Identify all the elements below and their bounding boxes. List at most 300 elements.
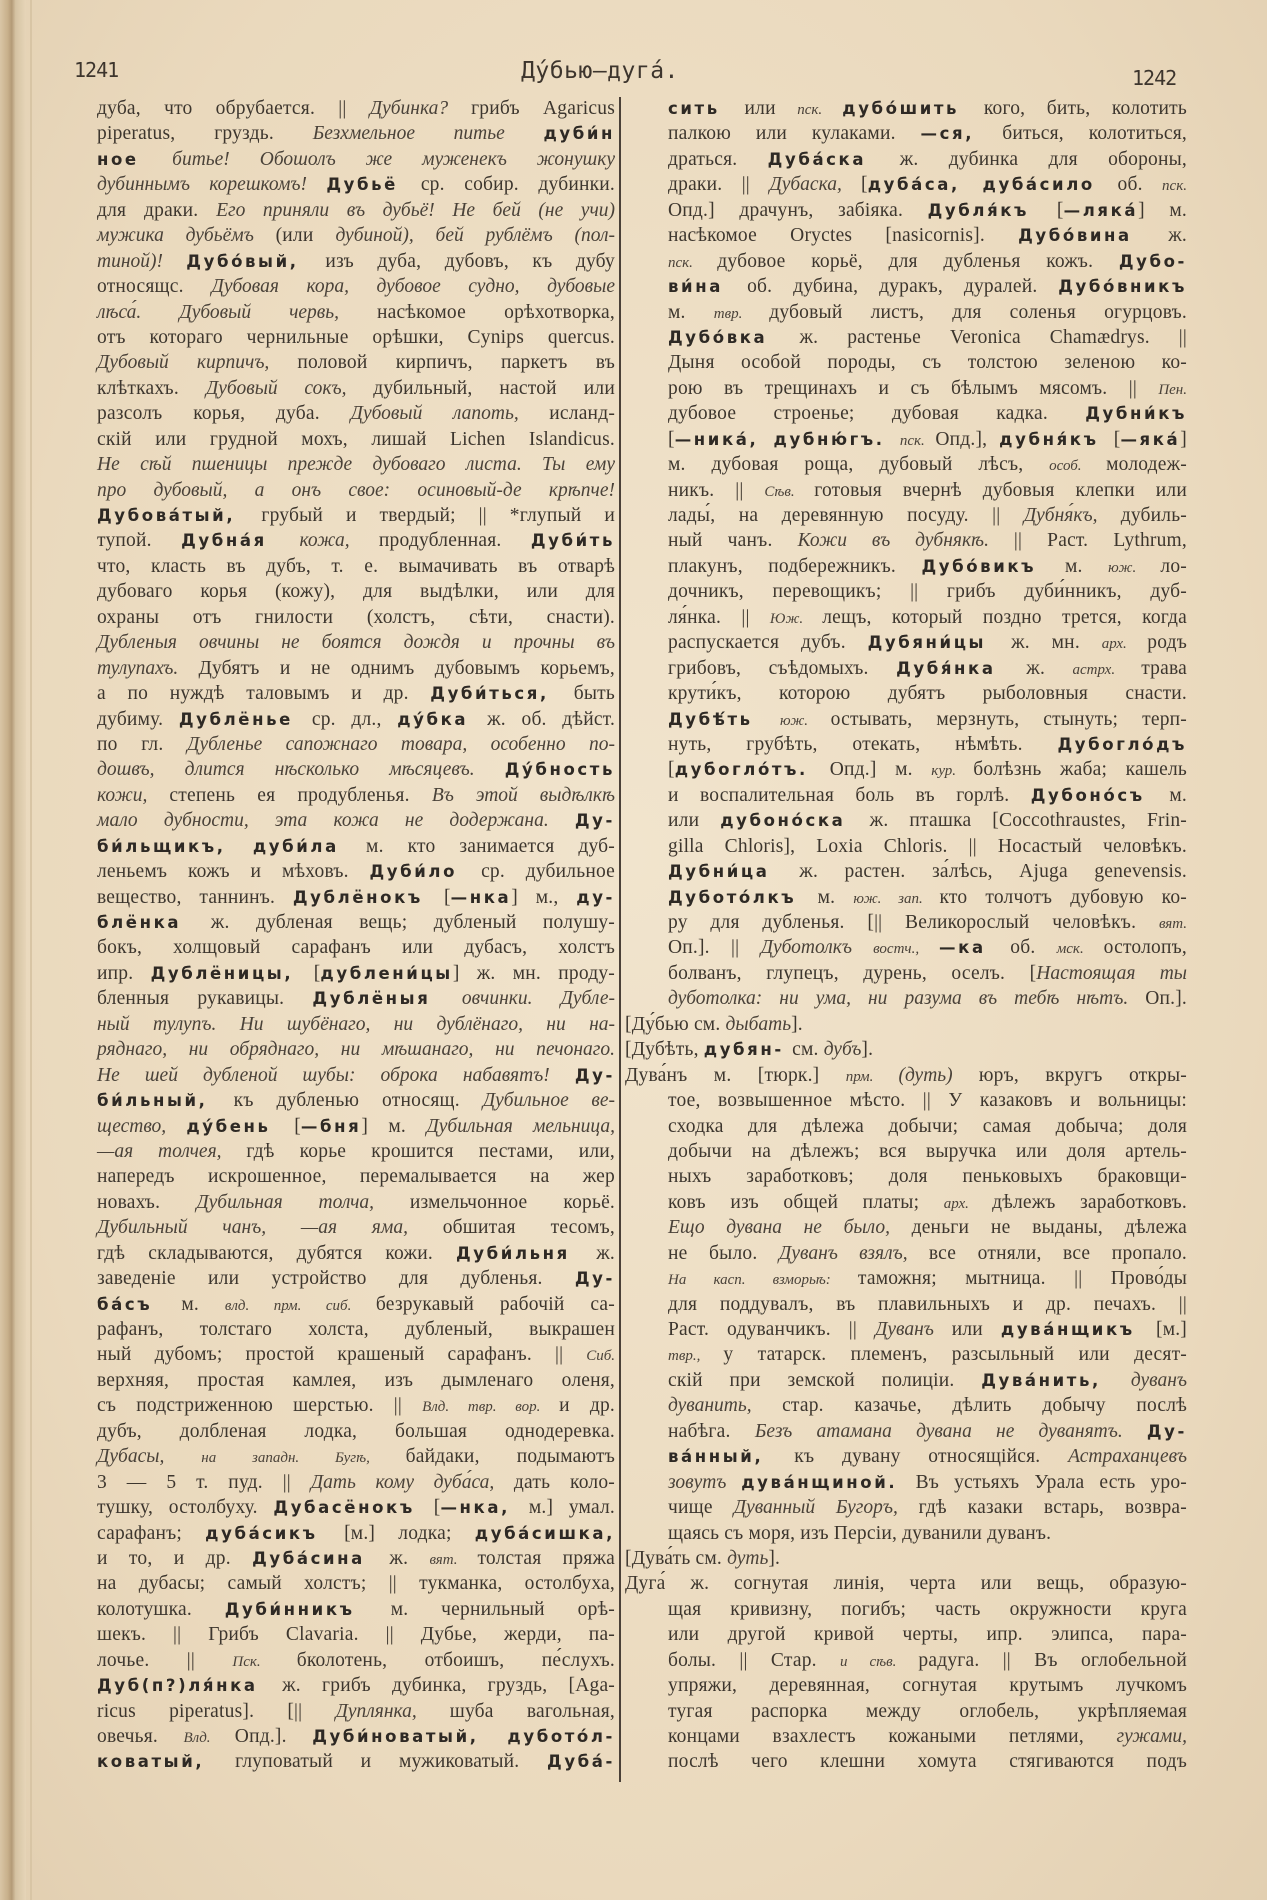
definition-text: ]. [791, 1013, 803, 1035]
definition-text: болы. || Стар. [668, 1649, 841, 1671]
definition-text: напередъ искрошенное, перемалывается на жер [97, 1166, 615, 1188]
text-line [625, 1495, 1187, 1520]
definition-text: Дубятъ и не однимъ дубовымъ корьемъ, [198, 657, 615, 679]
definition-text: все отняли, все пропало. [928, 1242, 1187, 1264]
left-column [97, 96, 615, 1775]
definition-text: а по нуждѣ таловымъ и др. [97, 683, 431, 705]
text-line [625, 1241, 1187, 1266]
text-line [97, 1215, 615, 1240]
definition-text: половой кирпичъ, паркетъ въ [297, 352, 615, 374]
definition-text: (или [275, 225, 336, 247]
headword: Дубогло́дъ [1057, 734, 1187, 754]
definition-text: грубый и твердый; || *глупый и [261, 505, 615, 526]
definition-text: деньги не выданы, дѣлежа [911, 1217, 1187, 1239]
example-text: овчинки. Дубле- [461, 988, 615, 1010]
headword: дублени́цы [320, 963, 453, 983]
definition-text: дѣлежъ заработковъ. [992, 1191, 1188, 1213]
text-line [97, 528, 615, 553]
definition-text: тугая распорка между оглобель, укрѣпляемая [668, 1700, 1187, 1722]
headword: ба́съ [97, 1294, 182, 1314]
definition-text: ] [1180, 428, 1187, 450]
text-line [625, 350, 1187, 375]
text-line [97, 1419, 615, 1444]
text-line [97, 1470, 615, 1495]
definition-text: ру для дубленья. [|| Великорослый человѣкъ. [668, 912, 1159, 933]
definition-text: таможня; мытница. || Прово́ды [857, 1268, 1187, 1290]
headword: дуби́н [543, 124, 616, 144]
definition-text: овечья. [97, 1726, 184, 1747]
region-label: пск. [668, 254, 718, 271]
example-text: мужика дубьёмъ [97, 225, 276, 247]
region-label: влд. прм. сиб. [224, 1297, 376, 1314]
text-line [625, 681, 1187, 706]
region-label: астрх. [1072, 661, 1142, 678]
text-line [97, 656, 615, 681]
example-text: Дубильный чанъ, —ая яма, [97, 1217, 443, 1239]
definition-text: || Раст. Lythrum, [1013, 530, 1187, 552]
text-line [625, 1521, 1187, 1546]
region-label: и сѣв. [840, 1653, 919, 1670]
headword: —яка́ [1120, 429, 1181, 449]
headword: ду́бень [186, 1116, 295, 1136]
text-line [97, 1699, 615, 1724]
definition-text: м. [668, 301, 714, 323]
headword: дубня́къ [999, 429, 1114, 449]
definition-text: что, класть въ дубъ, т. е. вымачивать въ отварѣ [97, 555, 615, 577]
headword: дубоно́ска [720, 811, 870, 831]
definition-text: ]. [768, 1547, 781, 1569]
text-line [97, 707, 615, 732]
headword: Дува́нить, [981, 1370, 1131, 1390]
text-line [97, 1063, 615, 1088]
text-line [625, 808, 1187, 833]
definition-text: м. [181, 1293, 225, 1315]
headword: Дубото́лкъ [668, 887, 818, 907]
definition-text: или [744, 98, 798, 119]
region-label: вят. [1158, 916, 1187, 932]
text-line [97, 834, 615, 859]
headword: Ду- [1146, 1421, 1187, 1441]
headword: дува́нщикъ [1000, 1320, 1156, 1339]
text-line [625, 1470, 1187, 1495]
column-divider [619, 97, 621, 1782]
text-line [625, 1673, 1187, 1698]
example-text: Дубовый лапоть, [350, 403, 550, 425]
text-line [97, 300, 615, 325]
definition-text: ж. [1026, 657, 1073, 679]
text-line [97, 1190, 615, 1215]
definition-text: болѣзнь жаба; кашель [973, 759, 1187, 781]
headword: —ляка́ [1063, 200, 1139, 220]
definition-text: м. дубовая роща, дубовый лѣсъ, [668, 454, 1050, 476]
definition-text: сарафанъ; [97, 1522, 206, 1544]
definition-text: кого, бить, колотить [983, 98, 1187, 119]
text-line [625, 757, 1187, 782]
headword: Дуба́ска [767, 149, 900, 169]
definition-text: трава [1141, 657, 1187, 679]
definition-text: палкою или кулаками. [668, 123, 921, 145]
example-text: Астраханцевъ [1068, 1446, 1187, 1468]
region-label: Влд. твр. вор. [422, 1399, 560, 1416]
definition-text: биться, колотиться, [1002, 123, 1187, 145]
text-line [97, 1317, 615, 1342]
definition-text: Раст. одуванчикъ. || [668, 1319, 875, 1340]
text-line [97, 401, 615, 426]
text-line [97, 503, 615, 528]
definition-text: ср. дубильное [481, 861, 615, 883]
example-text: дубъ [823, 1039, 862, 1061]
definition-text: концами взахлестъ кожаными петлями, [668, 1726, 1117, 1747]
definition-text: piperatus, груздь. [97, 123, 313, 145]
headword: Дуби́ть [530, 531, 616, 551]
text-line [625, 986, 1187, 1011]
text-line [97, 121, 615, 146]
definition-text: дуба, что обрубается. || [97, 98, 370, 119]
headword: Дуби́ться, [430, 684, 574, 704]
text-line [97, 1139, 615, 1164]
definition-text: [ [1113, 428, 1121, 450]
text-line [97, 1241, 615, 1266]
example-text: ряднаго, ни обряднаго, ни мѣшанаго, ни печонаго. [97, 1039, 615, 1061]
definition-text: шекъ. || Грибъ Clavaria. || Дубье, жерди, па- [97, 1624, 615, 1646]
text-line [97, 1546, 615, 1571]
example-text: дыбать [725, 1013, 792, 1035]
text-line [625, 1139, 1187, 1164]
text-line [625, 961, 1187, 986]
text-line [97, 147, 615, 172]
definition-text: къ дубленью относящ. [233, 1090, 483, 1112]
definition-text: относящс. [97, 276, 212, 298]
definition-text: гдѣ корье крошится пестами, или, [246, 1140, 615, 1162]
text-line [625, 198, 1187, 223]
definition-text: [м.] [1156, 1319, 1188, 1340]
definition-text: м. [817, 886, 854, 908]
definition-text: Оп.]. [1145, 988, 1187, 1010]
example-text: Дубовая кора, дубовое судно, дубовые [211, 276, 616, 298]
example-text: Настоящая ты [1036, 962, 1187, 984]
text-line [625, 605, 1187, 630]
definition-text: готовыя вчернѣ дубовыя клепки или [814, 479, 1187, 501]
definition-text: для драки. [97, 199, 217, 221]
headword: Дубни́ца [668, 862, 800, 882]
example-text: Дуванный Бугоръ, [733, 1497, 919, 1519]
definition-text: исланд- [549, 403, 616, 425]
definition-text: м. [1169, 784, 1187, 806]
definition-text: драться. [668, 148, 768, 170]
text-line [625, 401, 1187, 426]
definition-text: послѣ чего клешни хомута стягиваются подъ [668, 1751, 1187, 1773]
definition-text: об. [1010, 937, 1057, 959]
definition-text: щая кривизну, погибъ; часть окружности круга [668, 1598, 1187, 1620]
headword: Дубя́нка [896, 658, 1027, 678]
headword: Дуб(п?)ля́нка [97, 1676, 283, 1696]
definition-text: [ [313, 962, 321, 984]
definition-text: ж. [1168, 225, 1187, 247]
example-text: Дубильная мельница, [426, 1115, 615, 1137]
definition-text: ло- [1160, 555, 1187, 577]
region-label: Сиб. [586, 1348, 615, 1365]
definition-text: никъ. || [668, 479, 765, 501]
definition-text: щаясь съ моря, изъ Персіи, дуванили дуванъ. [668, 1522, 1052, 1544]
definition-text: [ [1056, 199, 1064, 221]
headword: Ду- [574, 1065, 615, 1085]
definition-text: и др. [559, 1395, 616, 1417]
headword: Дубо- [1118, 251, 1187, 271]
example-text: дуботолка: ни ума, ни разума въ тебѣ нѣтъ. [668, 988, 1146, 1010]
definition-text: обшитая тесомъ, [442, 1217, 615, 1239]
text-line [97, 249, 615, 274]
text-line [625, 427, 1187, 452]
definition-text: остолопъ, [1103, 937, 1187, 959]
definition-text: разсолъ корья, дуба. [97, 403, 351, 425]
text-line [97, 172, 615, 197]
example-text: Дубильная толча, [196, 1191, 410, 1213]
headword: Дубо́вка [668, 327, 800, 347]
text-line [97, 732, 615, 757]
text-line [97, 1393, 615, 1418]
text-line [625, 503, 1187, 528]
definition-text: добычи на дѣлежъ; вся выручка или доля артель- [668, 1140, 1187, 1162]
definition-text: дубильный, настой или [373, 377, 615, 399]
definition-text: дубовый листъ, для соленья огурцовъ. [769, 301, 1187, 323]
definition-text: чище [668, 1497, 734, 1519]
text-line [97, 1444, 615, 1469]
definition-text: [ [433, 1497, 441, 1519]
headword: дубян- [703, 1040, 793, 1060]
text-line [625, 1419, 1187, 1444]
text-line [625, 1546, 1187, 1571]
text-line [97, 783, 615, 808]
text-line [625, 554, 1187, 579]
definition-text: Опд.], [935, 428, 1000, 450]
region-label: арх. [943, 1195, 993, 1212]
example-text: Дубовый сокъ, [205, 377, 374, 399]
definition-text: дубиль- [1120, 505, 1187, 526]
definition-text: или [951, 1319, 1001, 1340]
example-text: лѣса́. Дубовый червь, [97, 301, 377, 323]
text-line [97, 1088, 615, 1113]
headword: —ника́, дубню́гъ. [674, 429, 900, 449]
headword: дува́нщиной. [741, 1472, 916, 1492]
headword: Дублёныя [312, 989, 462, 1009]
definition-text: новахъ. [97, 1191, 197, 1213]
definition-text: байдаки, подымаютъ [405, 1446, 615, 1468]
text-line [97, 961, 615, 986]
text-line [97, 1037, 615, 1062]
headword: сить [668, 99, 745, 118]
text-line [625, 1088, 1187, 1113]
region-label: особ. [1049, 458, 1107, 475]
definition-text: дать коло- [513, 1471, 615, 1493]
region-label: мск. [1056, 941, 1104, 958]
definition-text: ж. мн. [1011, 632, 1102, 654]
definition-text: леньемъ кожъ и мѣховъ. [97, 861, 370, 883]
definition-text: или [668, 810, 721, 832]
text-line [97, 885, 615, 910]
definition-text: об. [1117, 174, 1163, 196]
example-text: тулупахъ. [97, 657, 199, 679]
example-text: Дубленыя овчины не боятся дождя и прочны въ [97, 632, 615, 654]
text-line [625, 834, 1187, 859]
running-header-title: Ду́бью—дуга́. [521, 58, 679, 84]
definition-text: лады́, на деревянную посуду. || [668, 505, 1024, 526]
right-column [625, 96, 1187, 1775]
headword: Дублёницы, [150, 963, 314, 983]
definition-text: продубленная. [378, 530, 531, 552]
example-text: Дуванъ взялъ, [778, 1242, 929, 1264]
definition-text: лочье. || [97, 1649, 233, 1671]
definition-text: ля́нка. || [668, 606, 770, 628]
definition-text: бленныя рукавицы. [97, 988, 313, 1010]
text-line [625, 249, 1187, 274]
example-text: Дуботолкъ [760, 937, 874, 959]
text-line [625, 274, 1187, 299]
definition-text: толстая пряжа [477, 1547, 615, 1569]
definition-text: у татарск. племенъ, разсыльный или десят- [723, 1344, 1188, 1366]
example-text: дуванъ [1130, 1369, 1187, 1391]
text-line [625, 1114, 1187, 1139]
headword: Дубасёнокъ [273, 1498, 434, 1518]
example-text: кожа, [299, 530, 379, 552]
example-text: щество, [97, 1115, 187, 1137]
definition-text: молодеж- [1106, 454, 1187, 476]
region-label: юж. [779, 712, 831, 729]
headword: Дубо́вникъ [1058, 277, 1187, 297]
headword: Ду́бность [504, 760, 615, 780]
definition-text: заведеніе или устройство для дубленья. [97, 1268, 575, 1290]
example-text: кожи, [97, 784, 170, 806]
definition-text: ж. дубленая вещь; дубленый полушу- [210, 912, 615, 933]
text-line [625, 1368, 1187, 1393]
definition-text: на дубасы; самый холстъ; || тукманка, остолбуха, [97, 1573, 615, 1595]
definition-text: ковъ изъ общей платы; [668, 1191, 944, 1213]
text-line [97, 478, 615, 503]
text-line [625, 1317, 1187, 1342]
text-line [97, 1571, 615, 1596]
definition-text: ный чанъ. [668, 530, 798, 552]
text-line [97, 986, 615, 1011]
definition-text: ж. растен. за́лѣсь, Ajuga genevensis. [799, 861, 1187, 883]
definition-text: ж. пташка [Coccothraustes, Frin- [869, 810, 1187, 832]
headword: блёнка [97, 913, 211, 932]
text-line [625, 935, 1187, 960]
definition-text: ] м. [1138, 199, 1188, 221]
text-line [625, 579, 1187, 604]
definition-text: насѣкомое орѣхотворка, [377, 301, 615, 323]
definition-text: родъ [1147, 632, 1188, 654]
definition-text: дубиму. [97, 708, 179, 730]
text-line [97, 1164, 615, 1189]
example-text: дубиннымъ корешкомъ! [97, 174, 327, 196]
definition-text: изъ дуба, дубовъ, къ дубу [325, 250, 615, 272]
example-text: Кожи въ дубнякѣ. [797, 530, 1014, 552]
definition-text: шуба вагольная, [449, 1700, 615, 1722]
definition-text: ср. собир. дубинки. [420, 174, 615, 196]
region-label: твр. [713, 305, 770, 322]
example-text: —ая толчея, [97, 1140, 247, 1162]
book-binding-edge [0, 0, 26, 1900]
definition-text: измельчонное корьё. [409, 1191, 616, 1213]
definition-text: кто толчотъ дубовую ко- [939, 886, 1187, 908]
text-line [97, 579, 615, 604]
definition-text: бокъ, холщовый сарафанъ или дубасъ, холстъ [97, 937, 615, 959]
text-line [625, 1342, 1187, 1367]
text-line [97, 935, 615, 960]
text-line [97, 198, 615, 223]
text-line [625, 630, 1187, 655]
text-line [97, 223, 615, 248]
headword: Дубни́къ [1085, 404, 1187, 424]
definition-text: м. [1064, 555, 1109, 577]
text-line [625, 1571, 1187, 1596]
example-text: Дубленье сапожнаго товара, особенно по- [187, 733, 615, 755]
text-line [625, 1037, 1187, 1062]
text-line [625, 1597, 1187, 1622]
definition-text: вещество, таннинъ. [97, 886, 293, 908]
definition-text: ]. [861, 1039, 874, 1061]
region-label: Сѣв. [764, 483, 815, 500]
definition-text: [Ду́бью см. [625, 1013, 726, 1035]
headword: Дубѣ́ть [668, 709, 780, 729]
text-line [625, 1164, 1187, 1189]
headword: Дублёнье [178, 709, 312, 729]
text-line [625, 783, 1187, 808]
definition-text: ricus piperatus]. [|| [97, 1700, 336, 1722]
region-label: кур. [931, 763, 974, 780]
example-text: Ещо дувана не было, [668, 1217, 912, 1239]
text-line [625, 1190, 1187, 1215]
definition-text: распускается дубъ. [668, 632, 868, 654]
definition-text: ср. дл., [311, 708, 398, 730]
text-line [625, 1699, 1187, 1724]
text-line [625, 147, 1187, 172]
definition-text: гдѣ складываются, дубятся кожи. [97, 1242, 457, 1264]
region-label: Юж. [769, 610, 823, 627]
headword: би́льщикъ, дуби́ла [97, 836, 367, 856]
headword: Ду- [574, 811, 615, 831]
example-text: дубиной), бей рублёмъ (пол- [335, 225, 615, 247]
definition-text: остывать, мерзнуть, стынуть; терп- [830, 708, 1187, 730]
example-text: Дубасы, [97, 1446, 202, 1468]
definition-text: и то, и др. [97, 1547, 253, 1569]
headword: Дубяни́цы [867, 633, 1012, 653]
text-line [97, 1292, 615, 1317]
definition-text: съ подстриженною шерстью. || [97, 1395, 423, 1417]
text-line [625, 478, 1187, 503]
example-text: Безхмельное питье [312, 123, 544, 145]
text-line [625, 1393, 1187, 1418]
definition-text: сходка для дѣлежа добычи; самая добыча; доля [668, 1115, 1187, 1137]
definition-text: [ [861, 174, 868, 196]
page-number-left: 1241 [74, 58, 119, 82]
text-line [97, 1266, 615, 1291]
text-line [97, 1495, 615, 1520]
example-text: гужами, [1116, 1726, 1187, 1747]
definition-text: м. кто занимается дуб- [366, 835, 615, 857]
definition-text: юръ, вкругъ откры- [978, 1064, 1188, 1086]
example-text: Не шей дубленой шубы: оброка набавятъ! [97, 1064, 575, 1086]
definition-text: дочникъ, перевощикъ; || грибъ дуби́нникъ, дуб- [668, 581, 1187, 603]
example-text: битье! Обошолъ же муженекъ жонушку [172, 148, 616, 170]
region-label: пск. [797, 102, 843, 118]
headword: ду- [576, 887, 615, 907]
definition-text: рафанъ, толстаго холста, дубленый, выкрашен [97, 1319, 615, 1340]
definition-text: м. чернильный орѣ- [390, 1598, 615, 1620]
definition-text: и воспалительная боль въ горлѣ. [668, 784, 1031, 806]
headword: ное [97, 149, 173, 169]
text-line [97, 376, 615, 401]
definition-text: дубовое строенье; дубовая кадка. [668, 403, 1086, 425]
